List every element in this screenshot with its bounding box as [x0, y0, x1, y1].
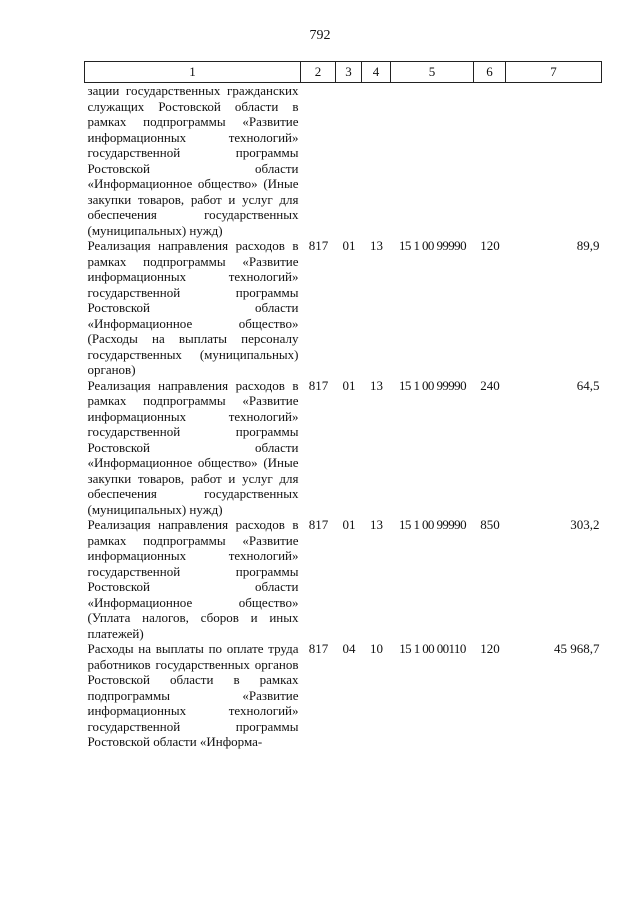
- section-code: 01: [342, 238, 356, 253]
- column-header-4: 4: [362, 62, 391, 83]
- target-article-code: 15 1 00 99990: [399, 517, 466, 532]
- column-header-5: 5: [391, 62, 474, 83]
- expense-type-code: 240: [480, 377, 500, 393]
- subsection-code: 13: [370, 238, 383, 253]
- ministry-code: 817: [308, 641, 329, 656]
- table-row: [85, 378, 602, 518]
- amount: 64,5: [576, 377, 600, 393]
- table-row: [85, 238, 602, 378]
- row-description: Расходы на выплаты по оплате труда работников государственных органов Ростовской области в рамках подпрограммы «Развитие информационных технологий» государственной программы Ростовской области «Информа-: [87, 641, 299, 749]
- amount: 89,9: [576, 238, 600, 253]
- amount: 45 968,7: [554, 641, 600, 656]
- expense-type-code: 850: [480, 517, 500, 532]
- target-article-code: 15 1 00 00110: [399, 641, 466, 656]
- column-header-6: 6: [474, 62, 506, 83]
- target-article-code: 15 1 00 99990: [399, 238, 466, 253]
- page-number: 792: [309, 28, 331, 43]
- column-header-2: 2: [301, 62, 336, 83]
- ministry-code: 817: [308, 517, 329, 532]
- table-row: [85, 517, 602, 641]
- subsection-code: 13: [370, 377, 383, 393]
- row-description: зации государственных гражданских служащих Ростовской области в рамках подпрограммы «Развитие информационных технологий» государственной программы Ростовской области «Информационное общество» (Иные закупки товаров, работ и услуг для обеспечения государственных (муниципальных) нужд): [87, 83, 299, 238]
- section-code: 01: [342, 517, 356, 532]
- column-header-1: 1: [85, 62, 301, 83]
- subsection-code: 13: [370, 517, 383, 532]
- table-row: [85, 641, 602, 750]
- expense-type-code: 120: [480, 238, 500, 253]
- target-article-code: 15 1 00 99990: [399, 377, 466, 393]
- ministry-code: 817: [308, 238, 329, 253]
- section-code: 04: [342, 641, 356, 656]
- ministry-code: 817: [308, 377, 329, 393]
- row-description: Реализация направления расходов в рамках подпрограммы «Развитие информационных технологий» государственной программы Ростовской области «Информационное общество» (Иные закупки товаров, работ и услуг для обеспечения государственных (муниципальных) нужд): [87, 377, 299, 517]
- section-code: 01: [342, 377, 356, 393]
- row-description: Реализация направления расходов в рамках подпрограммы «Развитие информационных технологий» государственной программы Ростовской области «Информационное общество» (Уплата налогов, сборов и иных платежей): [87, 517, 299, 641]
- column-header-7: 7: [506, 62, 602, 83]
- subsection-code: 10: [370, 641, 383, 656]
- amount: 303,2: [570, 517, 600, 532]
- row-description: Реализация направления расходов в рамках подпрограммы «Развитие информационных технологий» государственной программы Ростовской области «Информационное общество» (Расходы на выплаты персоналу государственных (муниципальных) органов): [87, 238, 299, 377]
- table-header-row: [85, 62, 602, 83]
- budget-table: [84, 61, 602, 750]
- column-header-3: 3: [336, 62, 362, 83]
- expense-type-code: 120: [480, 641, 500, 656]
- table-row-continued: [85, 83, 602, 239]
